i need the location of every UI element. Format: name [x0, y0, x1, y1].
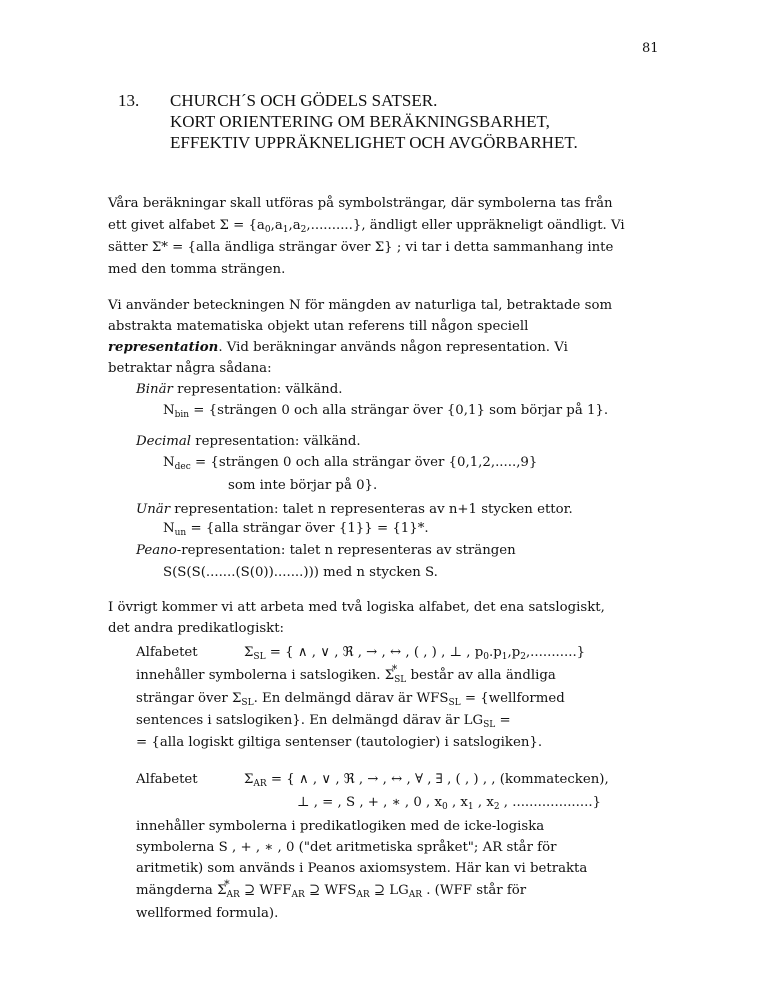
- sigma-sl-star: Σ * $_{SL}$: [384, 663, 407, 685]
- para1-line-1: Våra beräkningar skall utföras på symbolsträngar, där symbolerna tas från: [108, 196, 613, 211]
- para2-line-2: abstrakta matematiska objekt utan referens till någon speciell: [108, 319, 529, 334]
- sl-alfabetet-label: Alfabetet: [136, 645, 198, 660]
- para3-line-1: I övrigt kommer vi att arbeta med två logiska alfabet, det ena satslogiskt,: [108, 600, 605, 615]
- ar-alfabetet-label: Alfabetet: [136, 772, 198, 787]
- para1-line-4: med den tomma strängen.: [108, 262, 286, 277]
- para1-line-3: sätter Σ* = {alla ändliga strängar över Σ} ; vi tar i detta sammanhang inte: [108, 240, 614, 255]
- chapter-title-line-1: CHURCH´S OCH GÖDELS SATSER.: [170, 91, 438, 110]
- binary-definition: $N_{bin}$ = {strängen 0 och alla strängar över {0,1} som börjar på 1}.: [163, 403, 609, 420]
- decimal-definition: $N_{dec}$ = {strängen 0 och alla strängar över {0,1,2,.....,9}: [163, 455, 538, 472]
- decimal-definition-cont: som inte börjar på 0}.: [228, 478, 378, 493]
- chapter-number: 13.: [118, 91, 140, 110]
- ar-line-5: aritmetik) som används i Peanos axiomsystem. Här kan vi betrakta: [136, 861, 588, 876]
- peano-heading: Peano-representation: talet n representeras av strängen: [136, 543, 516, 558]
- ar-line-3: innehåller symbolerna i predikatlogiken med de icke-logiska: [136, 819, 545, 834]
- ar-alphabet-definition: $\Sigma_{AR}$ = { ∧ , ∨ , ℜ , → , ↔ , ∀ , ∃ , ( , ) , , (kommatecken),: [244, 772, 609, 789]
- chapter-title-line-2: KORT ORIENTERING OM BERÄKNINGSBARHET,: [170, 112, 550, 131]
- peano-definition: S(S(S(.......(S(0)).......))) med n stycken S.: [163, 565, 438, 580]
- chapter-title-line-3: EFFEKTIV UPPRÄKNELIGHET OCH AVGÖRBARHET.: [170, 133, 578, 152]
- sl-line-4: sentences i satslogiken}. En delmängd därav är $LG_{SL}$ =: [136, 713, 511, 730]
- unary-heading: Unär representation: talet n representeras av n+1 stycken ettor.: [136, 502, 573, 517]
- unary-definition: $N_{un}$ = {alla strängar över {1}} = {1}*.: [163, 521, 429, 538]
- ar-alphabet-definition-cont: ⊥ , = , S , + , ∗ , 0 , $x_0$ , $x_1$ , $x_2$ , ...................}: [297, 795, 602, 812]
- decimal-heading: Decimal representation: välkänd.: [136, 434, 361, 449]
- sl-alphabet-definition: $\Sigma_{SL}$ = { ∧ , ∨ , ℜ , → , ↔ , ( , ) , ⊥ , $p_0.p_1,p_2$,...........}: [244, 645, 586, 662]
- para2-line-3: representation. Vid beräkningar används någon representation. Vi: [108, 340, 568, 355]
- para1-line-2: ett givet alfabet $\Sigma = \{a_0,a_1,a_2,..........\}$, ändligt eller uppräkneligt oändligt. Vi: [108, 218, 625, 235]
- page-number: 81: [642, 41, 659, 56]
- sigma-ar-star: Σ * $_{AR}$: [217, 878, 240, 900]
- sl-line-2: innehåller symbolerna i satslogiken. Σ * $_{SL}$ består av alla ändliga: [136, 663, 556, 685]
- sl-line-5: = {alla logiskt giltiga sentenser (tautologier) i satslogiken}.: [136, 735, 543, 750]
- ar-line-7: wellformed formula).: [136, 906, 279, 921]
- para2-line-1: Vi använder beteckningen N för mängden av naturliga tal, betraktade som: [108, 298, 613, 313]
- sl-line-3: strängar över $\Sigma_{SL}$. En delmängd därav är $WFS_{SL}$ = {wellformed: [136, 691, 565, 708]
- ar-line-4: symbolerna S , + , ∗ , 0 ("det aritmetiska språket"; AR står för: [136, 840, 557, 855]
- para3-line-2: det andra predikatlogiskt:: [108, 621, 285, 636]
- binary-heading: Binär representation: välkänd.: [136, 382, 343, 397]
- para2-line-4: betraktar några sådana:: [108, 361, 272, 376]
- ar-line-6: mängderna Σ * $_{AR}$ ⊇ $WFF_{AR}$ ⊇ $WFS_{AR}$ ⊇ $LG_{AR}$ . (WFF står för: [136, 878, 527, 900]
- term-representation: representation: [108, 340, 219, 355]
